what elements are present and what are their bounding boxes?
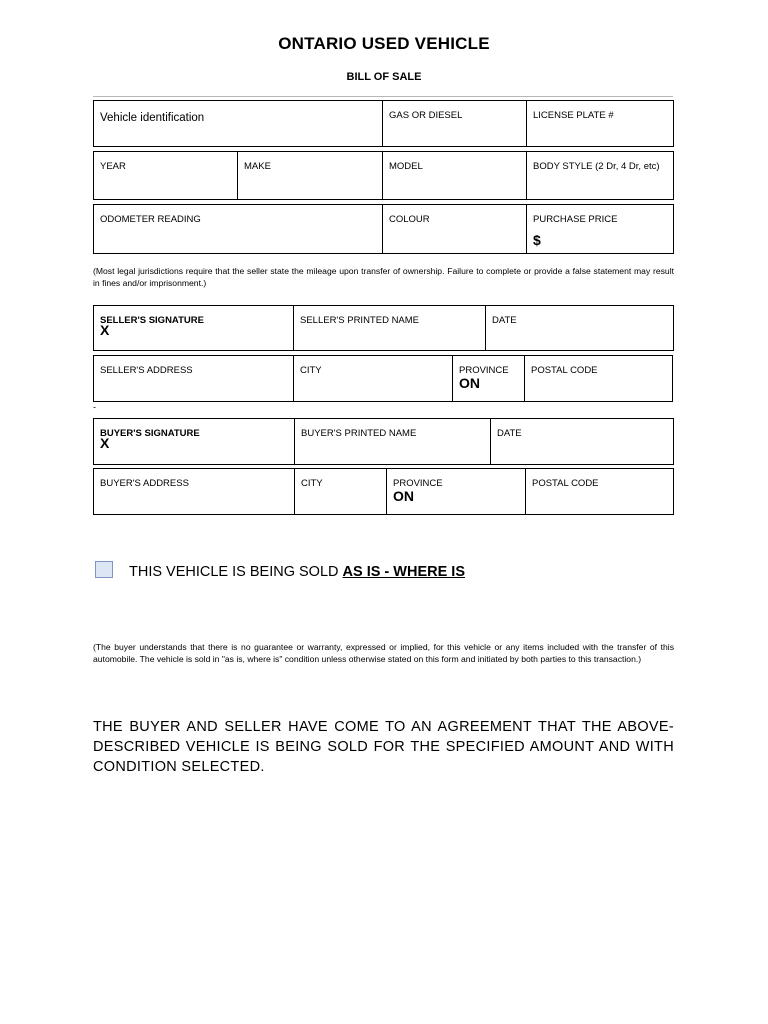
fuel-cell[interactable] xyxy=(383,101,527,146)
seller-address-field[interactable] xyxy=(98,380,289,398)
year-field[interactable] xyxy=(98,176,233,196)
document-title: ONTARIO USED VEHICLE xyxy=(278,34,490,53)
seller-date-label: DATE xyxy=(492,315,517,326)
seller-name-field[interactable] xyxy=(298,330,481,347)
seller-postal-cell[interactable] xyxy=(525,356,672,401)
seller-date-cell[interactable] xyxy=(486,306,673,350)
odometer-cell[interactable] xyxy=(94,205,383,253)
header-divider xyxy=(93,96,673,97)
buyer-province-value: ON xyxy=(393,488,414,504)
buyer-name-cell[interactable] xyxy=(295,419,491,464)
seller-city-field[interactable] xyxy=(298,380,448,398)
seller-signature-label: SELLER'S SIGNATURE xyxy=(100,315,204,326)
buyer-address-label: BUYER'S ADDRESS xyxy=(100,478,189,489)
buyer-province-label: PROVINCE xyxy=(393,478,443,489)
agreement-statement: THE BUYER AND SELLER HAVE COME TO AN AGREEMENT THAT THE ABOVE-DESCRIBED VEHICLE IS BEING SOLD FOR THE SPECIFIED AMOUNT AND WITH CONDITION SELECTED. xyxy=(93,719,674,775)
buyer-signature-mark: X xyxy=(100,435,110,451)
buyer-city-label: CITY xyxy=(301,478,323,489)
buyer-date-field[interactable] xyxy=(495,443,669,461)
seller-name-label: SELLER'S PRINTED NAME xyxy=(300,315,420,326)
vehicle-details-row xyxy=(93,151,674,200)
buyer-address-cell[interactable] xyxy=(94,469,295,514)
price-label: PURCHASE PRICE xyxy=(533,214,618,225)
seller-city-label: CITY xyxy=(300,365,322,376)
odometer-row xyxy=(93,204,674,254)
buyer-understanding-note: (The buyer understands that there is no guarantee or warranty, expressed or implied, for this vehicle or any items included with the transfer of this automobile. The vehicle is sold in "as is, where is" condition unless otherwise stated on this form and initiated by both parties to this transaction.) xyxy=(93,642,674,664)
seller-signature-row xyxy=(93,305,674,351)
as-is-statement xyxy=(129,564,465,580)
as-is-emphasis: AS IS - WHERE IS xyxy=(342,564,465,580)
price-cell[interactable] xyxy=(527,205,673,253)
buyer-postal-label: POSTAL CODE xyxy=(532,478,599,489)
seller-address-cell[interactable] xyxy=(94,356,294,401)
fuel-label: GAS OR DIESEL xyxy=(389,110,463,121)
body-style-cell[interactable] xyxy=(527,152,673,199)
as-is-prefix: THIS VEHICLE IS BEING SOLD xyxy=(129,564,343,580)
buyer-address-row xyxy=(93,468,674,515)
colour-cell[interactable] xyxy=(383,205,527,253)
vehicle-id-label: Vehicle identification xyxy=(100,112,205,124)
buyer-signature-cell[interactable] xyxy=(94,419,295,464)
buyer-signature-row xyxy=(93,418,674,465)
document-subtitle: BILL OF SALE xyxy=(346,71,422,83)
seller-province-cell[interactable] xyxy=(453,356,525,401)
as-is-checkbox[interactable] xyxy=(95,561,113,578)
seller-postal-field[interactable] xyxy=(529,380,668,398)
colour-label: COLOUR xyxy=(389,214,430,225)
make-label: MAKE xyxy=(244,161,271,172)
seller-name-cell[interactable] xyxy=(294,306,486,350)
seller-signature-cell[interactable] xyxy=(94,306,294,350)
seller-address-label: SELLER'S ADDRESS xyxy=(100,365,193,376)
buyer-date-label: DATE xyxy=(497,428,522,439)
buyer-name-field[interactable] xyxy=(299,443,486,461)
plate-label: LICENSE PLATE # xyxy=(533,110,614,121)
buyer-name-label: BUYER'S PRINTED NAME xyxy=(301,428,417,439)
buyer-city-field[interactable] xyxy=(299,493,382,511)
buyer-postal-field[interactable] xyxy=(530,493,669,511)
make-field[interactable] xyxy=(242,176,378,196)
year-cell[interactable] xyxy=(94,152,238,199)
seller-province-value: ON xyxy=(459,375,480,391)
make-cell[interactable] xyxy=(238,152,383,199)
model-field[interactable] xyxy=(387,176,522,196)
buyer-postal-cell[interactable] xyxy=(526,469,673,514)
price-field[interactable] xyxy=(547,229,669,250)
body-style-label: BODY STYLE (2 Dr, 4 Dr, etc) xyxy=(533,161,660,172)
buyer-province-cell[interactable] xyxy=(387,469,526,514)
year-label: YEAR xyxy=(100,161,126,172)
seller-signature-mark: X xyxy=(100,322,110,338)
currency-symbol: $ xyxy=(533,232,541,248)
seller-city-cell[interactable] xyxy=(294,356,453,401)
buyer-date-cell[interactable] xyxy=(491,419,673,464)
plate-cell[interactable] xyxy=(527,101,673,146)
separator-mark: - xyxy=(93,402,96,412)
model-cell[interactable] xyxy=(383,152,527,199)
vehicle-id-field[interactable] xyxy=(98,125,378,143)
seller-date-field[interactable] xyxy=(490,330,669,347)
fuel-field[interactable] xyxy=(387,125,522,143)
buyer-signature-label: BUYER'S SIGNATURE xyxy=(100,428,200,439)
colour-field[interactable] xyxy=(387,229,522,250)
vehicle-id-cell[interactable] xyxy=(94,101,383,146)
seller-postal-label: POSTAL CODE xyxy=(531,365,598,376)
seller-province-label: PROVINCE xyxy=(459,365,509,376)
odometer-label: ODOMETER READING xyxy=(100,214,201,225)
plate-field[interactable] xyxy=(531,125,669,143)
odometer-field[interactable] xyxy=(98,229,378,250)
vehicle-id-row xyxy=(93,100,674,147)
body-style-field[interactable] xyxy=(531,176,669,196)
mileage-note: (Most legal jurisdictions require that the seller state the mileage upon transfer of ownership. Failure to complete or provide a false statement may result in fines and/or imprisonment.) xyxy=(93,266,674,288)
seller-address-row xyxy=(93,355,673,402)
model-label: MODEL xyxy=(389,161,423,172)
buyer-address-field[interactable] xyxy=(98,493,290,511)
buyer-city-cell[interactable] xyxy=(295,469,387,514)
